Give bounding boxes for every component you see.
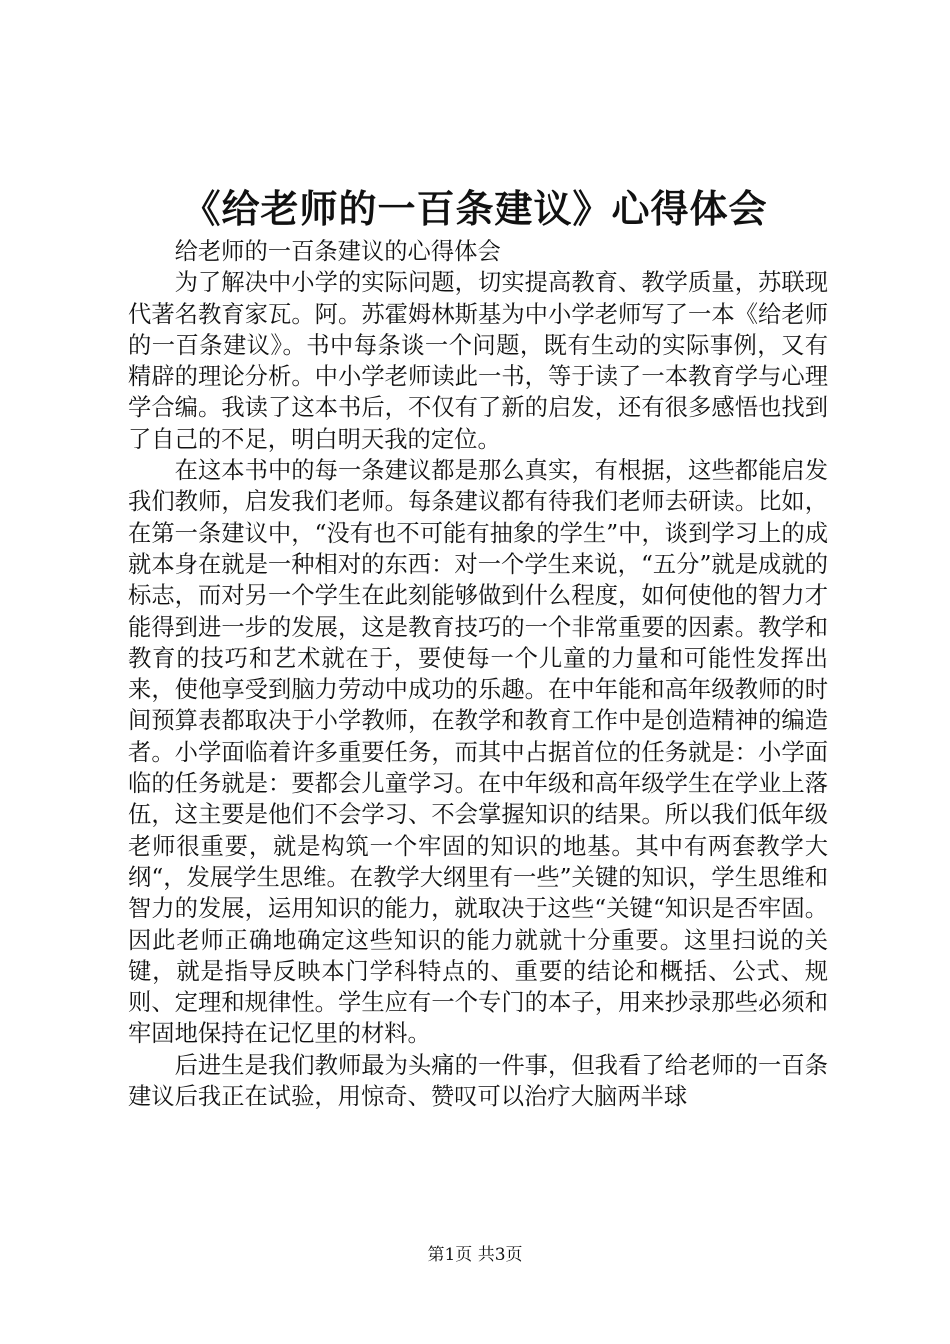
paragraph-subtitle: 给老师的一百条建议的心得体会 xyxy=(174,238,501,265)
document-title: 《给老师的一百条建议》心得体会 xyxy=(182,186,768,231)
paragraph: 在这本书中的每一条建议都是那么真实，有根据，这些都能启发我们教师，启发我们老师。每条建议都有待我们老师去研读。比如，在第一条建议中，“没有也不可能有抽象的学生”中，谈到学习上的成就本身在就是一种相对的东西：对一个学生来说，“五分”就是成就的标志，而对另一个学生在此刻能够做到什么程度，如何使他的智力才能得到进一步的发展，这是教育技巧的一个非常重要的因素。教学和教育的技巧和艺术就在于，要使每一个儿童的力量和可能性发挥出来，使他享受到脑力劳动中成功的乐趣。在中年能和高年级教师的时间预算表都取决于小学教师，在教学和教育工作中是创造精神的编造者。小学面临着许多重要任务，而其中占据首位的任务就是：小学面临的任务就是：要都会儿童学习。在中年级和高年级学生在学业上落伍，这主要是他们不会学习、不会掌握知识的结果。所以我们低年级老师很重要，就是构筑一个牢固的知识的地基。其中有两套教学大纲“，发展学生思维。在教学大纲里有一些”关键的知识，学生思维和智力的发展，运用知识的能力，就取决于这些“关键“知识是否牢固。因此老师正确地确定这些知识的能力就就十分重要。这里扫说的关键，就是指导反映本门学科特点的、重要的结论和概括、公式、规则、定理和规律性。学生应有一个专门的本子，用来抄录那些必须和牢固地保持在记忆里的材料。 xyxy=(128,457,828,1048)
paragraph: 后进生是我们教师最为头痛的一件事，但我看了给老师的一百条建议后我正在试验，用惊奇、赞叹可以治疗大脑两半球 xyxy=(128,1051,828,1111)
page-number-footer: 第1页 共3页 xyxy=(427,1245,523,1265)
paragraph: 为了解决中小学的实际问题，切实提高教育、教学质量，苏联现代著名教育家瓦。阿。苏霍姆林斯基为中小学老师写了一本《给老师的一百条建议》。书中每条谈一个问题，既有生动的实际事例，又有精辟的理论分析。中小学老师读此一书，等于读了一本教育学与心理学合编。我读了这本书后，不仅有了新的启发，还有很多感悟也找到了自己的不足，明白明天我的定位。 xyxy=(128,269,828,453)
document-body xyxy=(128,236,828,1112)
